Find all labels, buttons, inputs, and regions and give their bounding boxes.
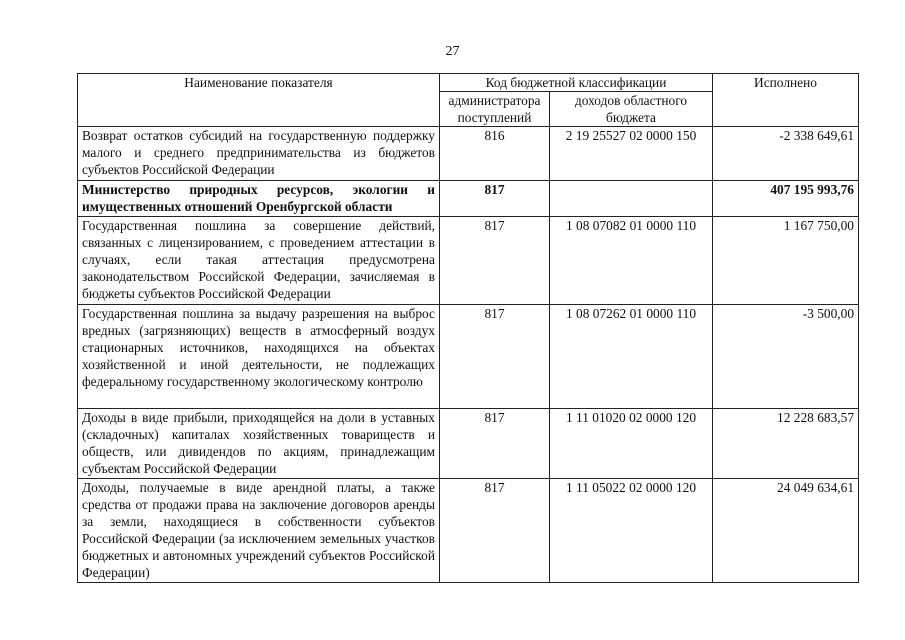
row-name: Возврат остатков субсидий на государственную поддержку малого и среднего предпринимательства из бюджетов субъектов Российской Федерации [78,127,440,181]
page-number: 27 [445,44,460,59]
budget-table [77,73,859,583]
row-income-code: 1 08 07262 01 0000 110 [550,305,713,409]
row-admin-code: 817 [440,479,550,583]
row-admin-code: 817 [440,409,550,479]
table-row [78,305,859,409]
header-executed: Исполнено [713,74,859,127]
row-income-code: 1 08 07082 01 0000 110 [550,217,713,305]
row-amount: 24 049 634,61 [713,479,859,583]
row-admin-code: 817 [440,181,550,217]
row-name: Министерство природных ресурсов, экологии и имущественных отношений Оренбургской области [78,181,440,217]
row-name: Доходы, получаемые в виде арендной платы, а также средства от продажи права на заключение договоров аренды за земли, находящиеся в собственности субъектов Российской Федерации (за исключением земельных участков бюджетных и автономных учреждений субъектов Российской Федерации) [78,479,440,583]
row-amount: 407 195 993,76 [713,181,859,217]
header-name: Наименование показателя [78,74,440,127]
row-income-code [550,181,713,217]
row-name: Государственная пошлина за выдачу разрешения на выброс вредных (загрязняющих) веществ в атмосферный воздух стационарных источников, находящихся на объектах хозяйственной и иной деятельности, не подлежащих федеральному государственному экологическому контролю [78,305,440,409]
row-amount: 1 167 750,00 [713,217,859,305]
header-budget-code: Код бюджетной классификации [440,74,713,92]
table-row [78,127,859,181]
row-income-code: 1 11 01020 02 0000 120 [550,409,713,479]
row-admin-code: 816 [440,127,550,181]
row-amount: -2 338 649,61 [713,127,859,181]
table-row [78,479,859,583]
header-income: доходов областного бюджета [550,92,713,127]
header-administrator: администратора поступлений [440,92,550,127]
row-name: Доходы в виде прибыли, приходящейся на доли в уставных (складочных) капиталах хозяйственных товариществ и обществ, или дивидендов по акциям, принадлежащим субъектам Российской Федерации [78,409,440,479]
row-name: Государственная пошлина за совершение действий, связанных с лицензированием, с проведением аттестации в случаях, если такая аттестация предусмотрена законодательством Российской Федерации, зачисляемая в бюджеты субъектов Российской Федерации [78,217,440,305]
row-income-code: 2 19 25527 02 0000 150 [550,127,713,181]
row-income-code: 1 11 05022 02 0000 120 [550,479,713,583]
row-amount: 12 228 683,57 [713,409,859,479]
row-amount: -3 500,00 [713,305,859,409]
table-row [78,217,859,305]
row-admin-code: 817 [440,305,550,409]
row-admin-code: 817 [440,217,550,305]
table-row [78,181,859,217]
table-row [78,409,859,479]
